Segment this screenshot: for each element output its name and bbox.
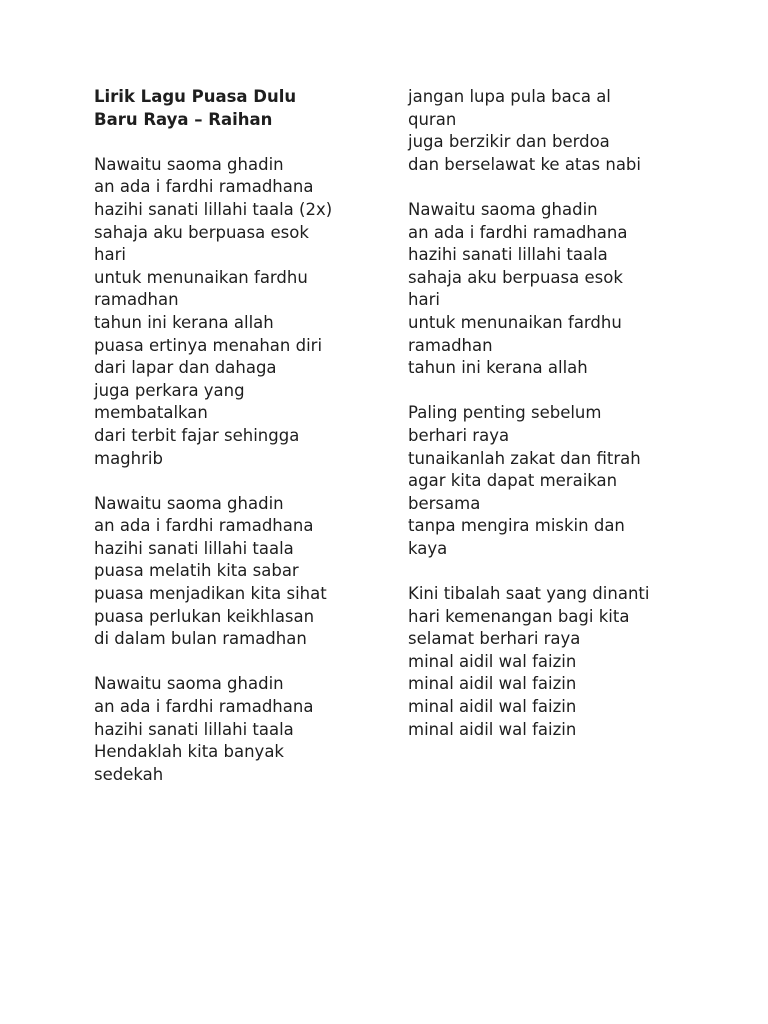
lyric-stanza <box>408 583 708 741</box>
lyric-line: hazihi sanati lillahi taala <box>408 245 608 265</box>
lyric-line: puasa perlukan keikhlasan <box>94 606 315 626</box>
lyric-line: jangan lupa pula baca al <box>408 87 611 106</box>
lyric-line: tahun ini kerana allah <box>408 358 588 378</box>
lyric-stanza <box>408 402 708 560</box>
lyric-line: ramadhan <box>94 290 179 310</box>
lyric-line: bersama <box>408 493 481 513</box>
left-lyrics <box>94 154 394 787</box>
lyric-line: Kini tibalah saat yang dinanti <box>408 584 650 604</box>
lyric-line: juga berzikir dan berdoa <box>408 132 610 152</box>
lyric-stanza <box>94 493 394 651</box>
lyric-line: Nawaitu saoma ghadin <box>408 199 598 219</box>
lyric-line: Paling penting sebelum <box>408 403 602 423</box>
lyric-stanza <box>94 673 394 786</box>
lyric-line: sahaja aku berpuasa esok <box>408 267 623 287</box>
lyric-line: membatalkan <box>94 403 208 423</box>
lyric-line: Nawaitu saoma ghadin <box>94 493 284 513</box>
title-line: Lirik Lagu Puasa Dulu <box>94 87 297 106</box>
lyric-stanza <box>94 154 394 470</box>
lyric-line: Hendaklah kita banyak <box>94 742 284 762</box>
lyric-line: tahun ini kerana allah <box>94 312 274 332</box>
lyric-line: hari <box>408 290 440 310</box>
lyric-line: hazihi sanati lillahi taala <box>94 538 294 558</box>
lyric-line: juga perkara yang <box>94 380 245 400</box>
lyric-line: an ada i fardhi ramadhana <box>408 222 628 242</box>
lyric-stanza <box>408 86 708 176</box>
lyric-stanza <box>408 199 708 380</box>
lyric-line: hari <box>94 245 126 265</box>
lyric-line: hazihi sanati lillahi taala (2x) <box>94 199 333 219</box>
lyric-line: minal aidil wal faizin <box>408 651 577 671</box>
lyric-line: puasa ertinya menahan diri <box>94 335 323 355</box>
lyric-line: tunaikanlah zakat dan fitrah <box>408 448 641 468</box>
lyric-line: minal aidil wal faizin <box>408 719 577 739</box>
lyric-line: kaya <box>408 538 448 558</box>
lyric-line: untuk menunaikan fardhu <box>408 312 622 332</box>
song-title <box>94 86 394 131</box>
lyric-line: an ada i fardhi ramadhana <box>94 516 314 536</box>
title-line: Baru Raya – Raihan <box>94 109 273 129</box>
lyric-line: sedekah <box>94 764 164 784</box>
lyric-line: minal aidil wal faizin <box>408 674 577 694</box>
lyric-line: hazihi sanati lillahi taala <box>94 719 294 739</box>
lyric-line: sahaja aku berpuasa esok <box>94 222 309 242</box>
lyric-line: puasa melatih kita sabar <box>94 561 299 581</box>
lyric-line: quran <box>408 109 457 129</box>
right-column <box>408 86 708 741</box>
lyric-line: an ada i fardhi ramadhana <box>94 697 314 717</box>
lyric-line: puasa menjadikan kita sihat <box>94 584 327 604</box>
lyric-line: dari lapar dan dahaga <box>94 358 277 378</box>
lyric-line: an ada i fardhi ramadhana <box>94 177 314 197</box>
lyric-line: dan berselawat ke atas nabi <box>408 154 641 174</box>
lyric-line: berhari raya <box>408 425 510 445</box>
lyric-line: Nawaitu saoma ghadin <box>94 154 284 174</box>
lyric-line: maghrib <box>94 448 163 468</box>
lyric-line: agar kita dapat meraikan <box>408 471 618 491</box>
lyric-line: selamat berhari raya <box>408 629 581 649</box>
right-lyrics <box>408 86 708 741</box>
left-column <box>94 86 394 786</box>
lyric-line: di dalam bulan ramadhan <box>94 629 307 649</box>
lyric-line: minal aidil wal faizin <box>408 697 577 717</box>
lyric-line: ramadhan <box>408 335 493 355</box>
lyric-line: hari kemenangan bagi kita <box>408 606 630 626</box>
lyric-line: Nawaitu saoma ghadin <box>94 674 284 694</box>
lyric-line: dari terbit fajar sehingga <box>94 425 300 445</box>
lyric-line: untuk menunaikan fardhu <box>94 267 308 287</box>
lyric-line: tanpa mengira miskin dan <box>408 516 625 536</box>
